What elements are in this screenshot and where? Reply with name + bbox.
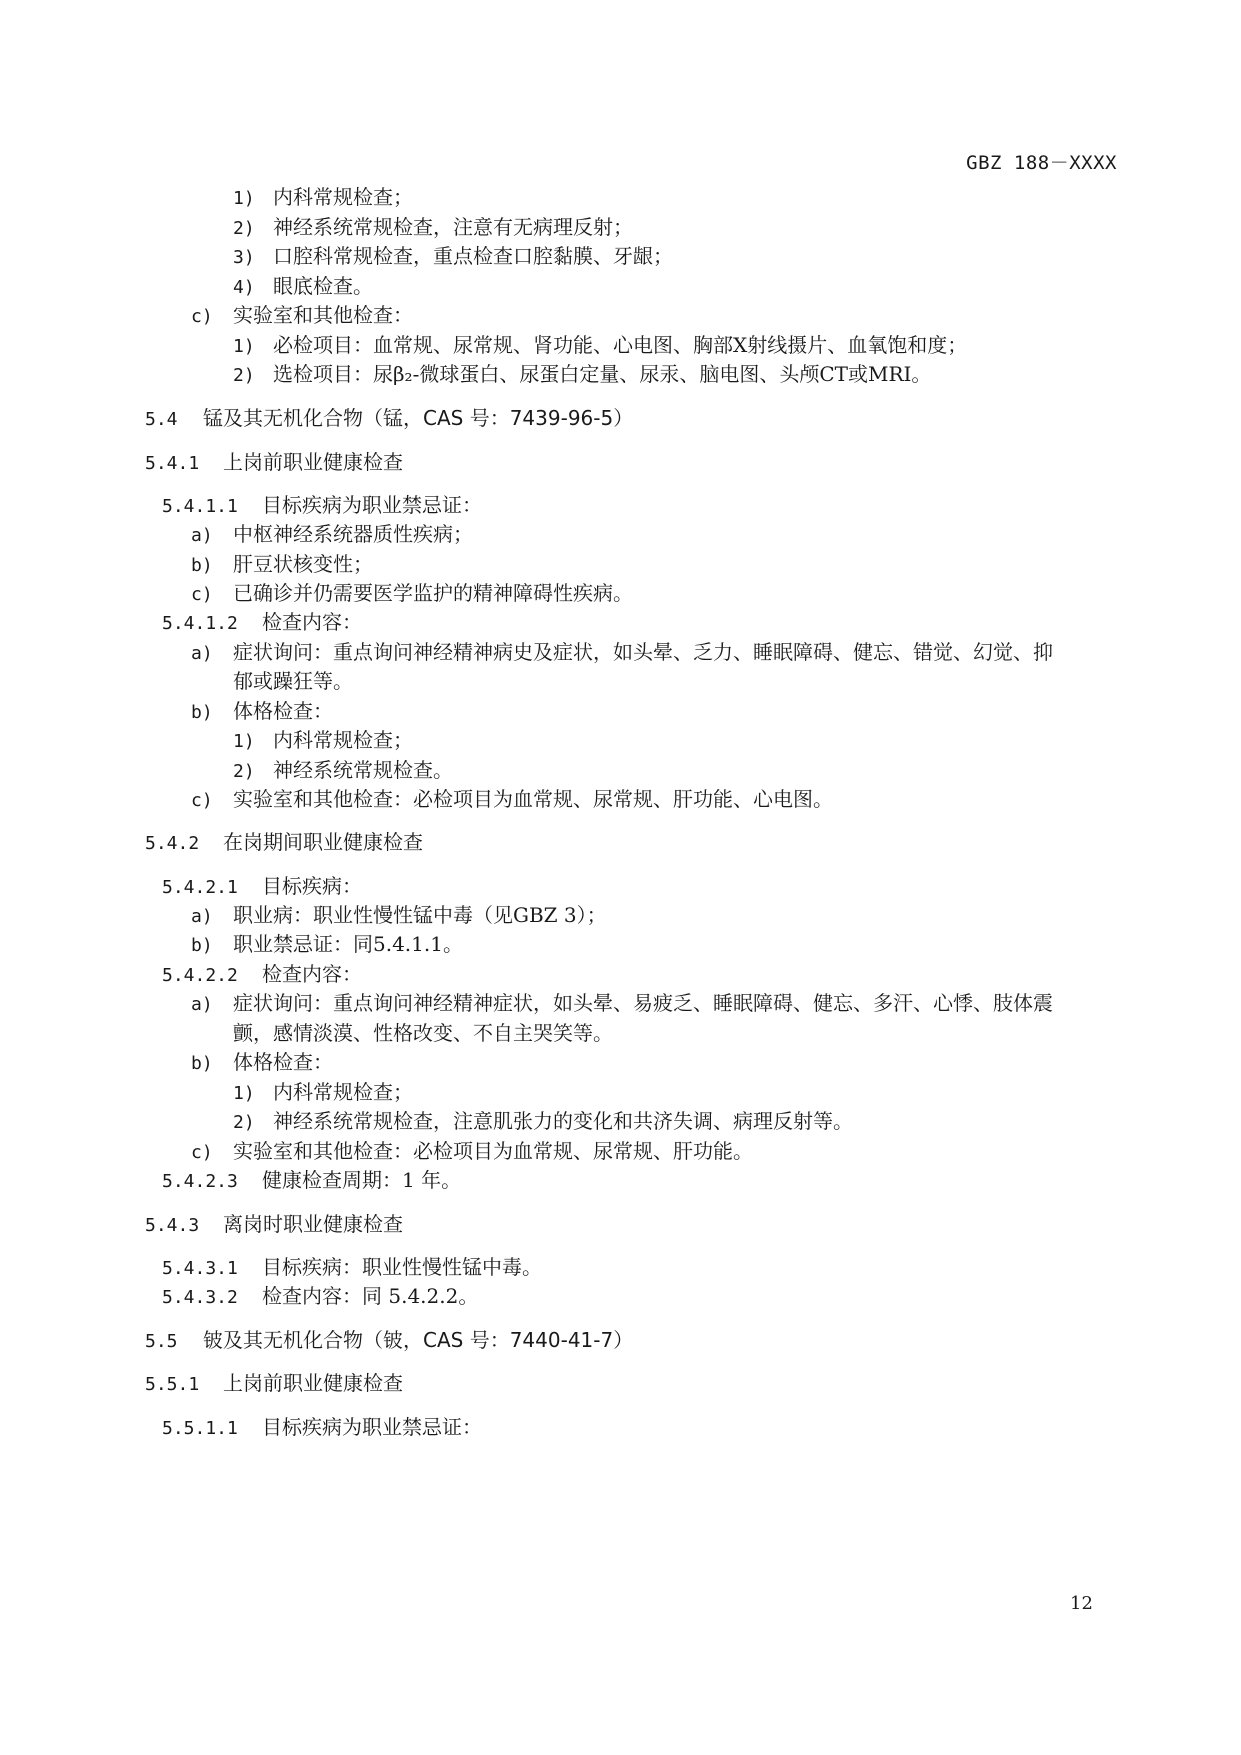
item-marker: 2)	[233, 218, 255, 239]
item-marker: 2)	[233, 761, 255, 782]
item-marker: a)	[191, 994, 213, 1015]
item-marker: 2)	[233, 1112, 255, 1133]
clause-line	[162, 961, 362, 989]
item-marker: b)	[191, 555, 213, 576]
item-text: 目标疾病为职业禁忌证：	[262, 1415, 482, 1439]
item-marker: 2)	[233, 365, 255, 386]
item-text: 神经系统常规检查，注意有无病理反射；	[273, 215, 633, 239]
list-item	[233, 668, 353, 694]
item-marker: b)	[191, 702, 213, 723]
item-text: 目标疾病为职业禁忌证：	[262, 493, 482, 517]
item-text: 职业禁忌证：同5.4.1.1。	[233, 932, 463, 956]
item-text: 在岗期间职业健康检查	[223, 830, 423, 854]
item-text: 选检项目：尿β₂-微球蛋白、尿蛋白定量、尿汞、脑电图、头颅CT或MRI。	[273, 362, 932, 386]
item-text: 内科常规检查；	[273, 1080, 413, 1104]
item-text: 锰及其无机化合物（锰，CAS 号：7439-96-5）	[203, 406, 634, 430]
item-marker: c)	[191, 790, 213, 811]
clause-line	[162, 492, 482, 520]
section-heading	[145, 449, 403, 477]
item-marker: a)	[191, 906, 213, 927]
list-item	[233, 1108, 853, 1136]
item-text: 肝豆状核变性；	[233, 552, 373, 576]
list-item	[191, 551, 373, 579]
item-text: 神经系统常规检查，注意肌张力的变化和共济失调、病理反射等。	[273, 1109, 853, 1133]
item-marker: 5.5.1.1	[162, 1418, 238, 1439]
item-text: 中枢神经系统器质性疾病；	[233, 522, 473, 546]
item-marker: 3)	[233, 247, 255, 268]
item-text: 实验室和其他检查：必检项目为血常规、尿常规、肝功能。	[233, 1139, 753, 1163]
item-marker: 5.4.3.2	[162, 1287, 238, 1308]
list-item	[233, 243, 673, 271]
list-item	[191, 1049, 333, 1077]
item-marker: c)	[191, 306, 213, 327]
list-item	[233, 273, 373, 301]
section-heading	[145, 405, 633, 433]
item-marker: 1)	[233, 188, 255, 209]
list-item	[191, 786, 833, 814]
item-marker: 1)	[233, 336, 255, 357]
clause-line	[162, 609, 362, 637]
list-item	[191, 521, 473, 549]
list-item	[233, 1020, 613, 1046]
list-item	[233, 184, 413, 212]
item-text: 检查内容：	[262, 962, 362, 986]
item-marker: 5.4.2.2	[162, 965, 238, 986]
item-marker: 5.4.3.1	[162, 1258, 238, 1279]
item-text: 目标疾病：	[262, 874, 362, 898]
item-text: 郁或躁狂等。	[233, 669, 353, 693]
clause-line	[162, 873, 362, 901]
list-item	[191, 990, 1053, 1018]
item-marker: c)	[191, 584, 213, 605]
item-text: 检查内容：	[262, 610, 362, 634]
item-text: 职业病：职业性慢性锰中毒（见GBZ 3）；	[233, 903, 607, 927]
item-marker: 1)	[233, 731, 255, 752]
section-heading	[145, 829, 423, 857]
item-text: 症状询问：重点询问神经精神病史及症状，如头晕、乏力、睡眠障碍、健忘、错觉、幻觉、抑	[233, 640, 1053, 664]
section-heading	[145, 1370, 403, 1398]
clause-line	[162, 1414, 482, 1442]
list-item	[191, 580, 633, 608]
item-marker: b)	[191, 1053, 213, 1074]
item-marker: a)	[191, 643, 213, 664]
list-item	[233, 214, 633, 242]
item-text: 铍及其无机化合物（铍，CAS 号：7440-41-7）	[203, 1328, 634, 1352]
item-marker: 5.4.2.3	[162, 1171, 238, 1192]
list-item	[233, 727, 413, 755]
standard-code: GBZ 188－XXXX	[966, 152, 1117, 174]
item-marker: 5.4	[145, 409, 178, 430]
item-marker: 5.4.2	[145, 833, 200, 854]
item-marker: 5.4.2.1	[162, 877, 238, 898]
item-text: 实验室和其他检查：	[233, 303, 413, 327]
item-text: 离岗时职业健康检查	[223, 1212, 403, 1236]
item-marker: 5.4.1.1	[162, 496, 238, 517]
item-marker: 5.5	[145, 1331, 178, 1352]
item-text: 口腔科常规检查，重点检查口腔黏膜、牙龈；	[273, 244, 673, 268]
item-text: 眼底检查。	[273, 274, 373, 298]
list-item	[191, 931, 463, 959]
item-marker: 5.4.1.2	[162, 613, 238, 634]
list-item	[191, 902, 607, 930]
page-number: 12	[1070, 1593, 1093, 1614]
item-text: 上岗前职业健康检查	[223, 450, 403, 474]
list-item	[233, 332, 967, 360]
list-item	[191, 639, 1053, 667]
clause-line	[162, 1254, 542, 1282]
section-heading	[145, 1327, 633, 1355]
list-item	[191, 1138, 753, 1166]
item-text: 必检项目：血常规、尿常规、肾功能、心电图、胸部X射线摄片、血氧饱和度；	[273, 333, 968, 357]
list-item	[191, 302, 413, 330]
item-marker: c)	[191, 1142, 213, 1163]
item-text: 体格检查：	[233, 699, 333, 723]
item-text: 症状询问：重点询问神经精神症状，如头晕、易疲乏、睡眠障碍、健忘、多汗、心悸、肢体震	[233, 991, 1053, 1015]
item-marker: 5.4.1	[145, 453, 200, 474]
item-marker: a)	[191, 525, 213, 546]
item-marker: 5.5.1	[145, 1374, 200, 1395]
item-marker: 5.4.3	[145, 1215, 200, 1236]
list-item	[191, 698, 333, 726]
item-text: 检查内容：同 5.4.2.2。	[262, 1284, 479, 1308]
item-text: 内科常规检查；	[273, 728, 413, 752]
item-text: 颤，感情淡漠、性格改变、不自主哭笑等。	[233, 1021, 613, 1045]
section-heading	[145, 1211, 403, 1239]
item-text: 内科常规检查；	[273, 185, 413, 209]
item-text: 健康检查周期：1 年。	[262, 1168, 462, 1192]
item-text: 目标疾病：职业性慢性锰中毒。	[262, 1255, 542, 1279]
item-text: 神经系统常规检查。	[273, 758, 453, 782]
list-item	[233, 1079, 413, 1107]
item-marker: 4)	[233, 277, 255, 298]
item-marker: b)	[191, 935, 213, 956]
item-text: 上岗前职业健康检查	[223, 1371, 403, 1395]
item-text: 已确诊并仍需要医学监护的精神障碍性疾病。	[233, 581, 633, 605]
item-text: 实验室和其他检查：必检项目为血常规、尿常规、肝功能、心电图。	[233, 787, 833, 811]
clause-line	[162, 1167, 461, 1195]
item-text: 体格检查：	[233, 1050, 333, 1074]
item-marker: 1)	[233, 1083, 255, 1104]
list-item	[233, 757, 453, 785]
clause-line	[162, 1283, 478, 1311]
list-item	[233, 361, 931, 389]
